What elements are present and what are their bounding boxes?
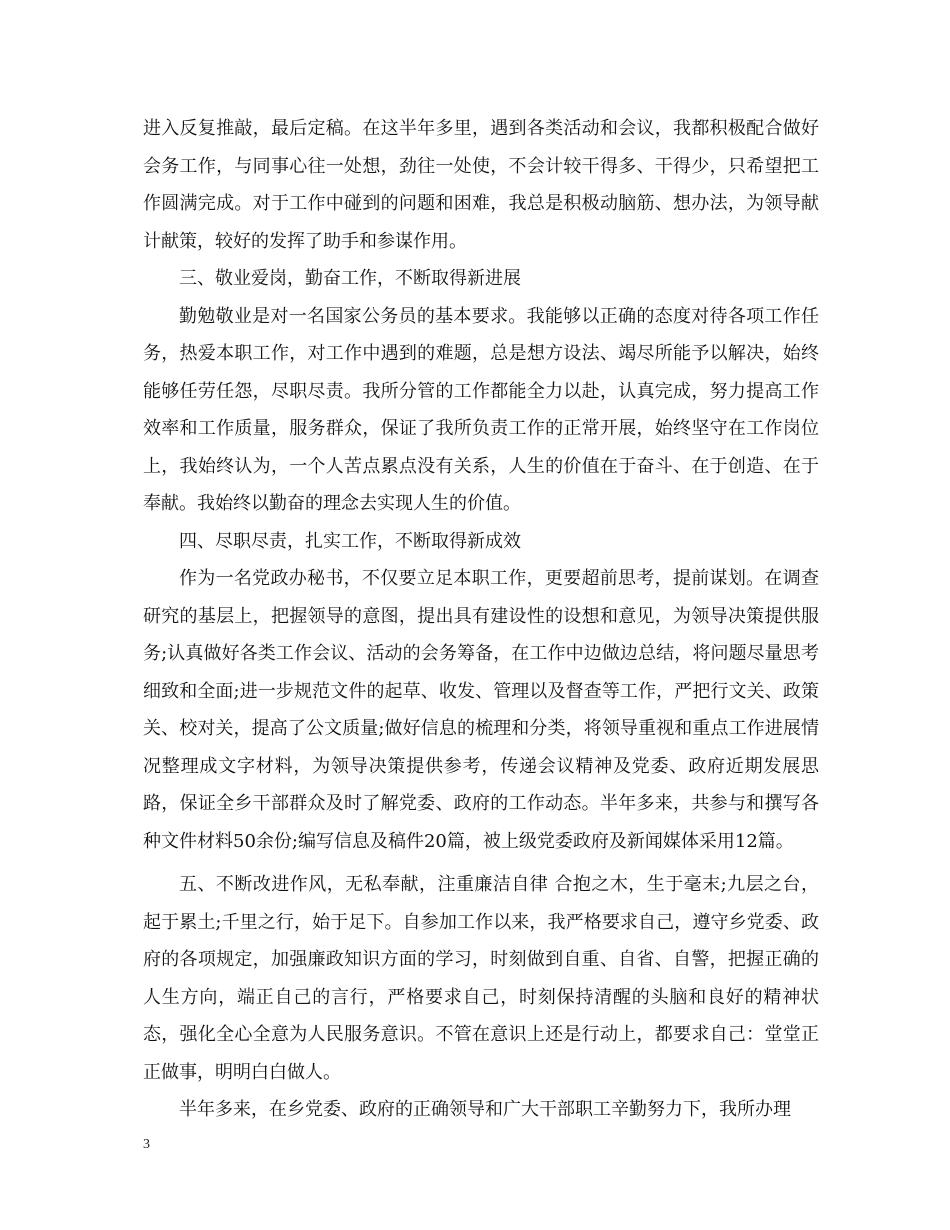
section-heading-four: 四、尽职尽责，扎实工作，不断取得新成效 — [179, 530, 521, 552]
paragraph-dedication: 勤勉敬业是对一名国家公务员的基本要求。我能够以正确的态度对待各项工作任务，热爱本职工作，对工作中遇到的难题，总是想方设法、竭尽所能予以解决，始终能够任劳任怨，尽职尽责。我所分管的工作都能全力以赴，认真完成，努力提高工作效率和工作质量，服务群众，保证了我所负责工作的正常开展，始终坚守在工作岗位上，我始终认为，一个人苦点累点没有关系，人生的价值在于奋斗、在于创造、在于奉献。我始终以勤奋的理念去实现人生的价值。 — [143, 305, 819, 514]
document-body — [143, 110, 819, 1129]
paragraph-continuation: 进入反复推敲，最后定稿。在这半年多里，遇到各类活动和会议，我都积极配合做好会务工作，与同事心往一处想，劲往一处使，不会计较干得多、干得少，只希望把工作圆满完成。对于工作中碰到的问题和困难，我总是积极动脑筋、想办法，为领导献计献策，较好的发挥了助手和参谋作用。 — [143, 118, 819, 252]
section-heading-three: 三、敬业爱岗，勤奋工作，不断取得新进展 — [179, 268, 521, 289]
paragraph-work-style: 五、不断改进作风，无私奉献，注重廉洁自律 合抱之木，生于毫末;九层之台，起于累土;千里之行，始于足下。自参加工作以来，我严格要求自己，遵守乡党委、政府的各项规定，加强廉政知识方面的学习，时刻做到自重、自省、自警，把握正确的人生方向，端正自己的言行，严格要求自己，时刻保持清醒的头脑和良好的精神状态，强化全心全意为人民服务意识。不管在意识上还是行动上，都要求自己：堂堂正正做事，明明白白做人。 — [143, 874, 819, 1083]
page-number: 3 — [143, 1137, 150, 1152]
paragraph-secretary-duties: 作为一名党政办秘书，不仅要立足本职工作，更要超前思考，提前谋划。在调查研究的基层上，把握领导的意图，提出具有建设性的设想和意见，为领导决策提供服务;认真做好各类工作会议、活动的会务筹备，在工作中边做边总结，将问题尽量思考细致和全面;进一步规范文件的起草、收发、管理以及督查等工作，严把行文关、政策关、校对关，提高了公文质量;做好信息的梳理和分类，将领导重视和重点工作进展情况整理成文字材料，为领导决策提供参考，传递会议精神及党委、政府近期发展思路，保证全乡干部群众及时了解党委、政府的工作动态。半年多来，共参与和撰写各种文件材料50余份;编写信息及稿件20篇，被上级党委政府及新闻媒体采用12篇。 — [143, 568, 819, 852]
paragraph-summary-start: 半年多来，在乡党委、政府的正确领导和广大干部职工辛勤努力下，我所办理 — [179, 1099, 791, 1120]
